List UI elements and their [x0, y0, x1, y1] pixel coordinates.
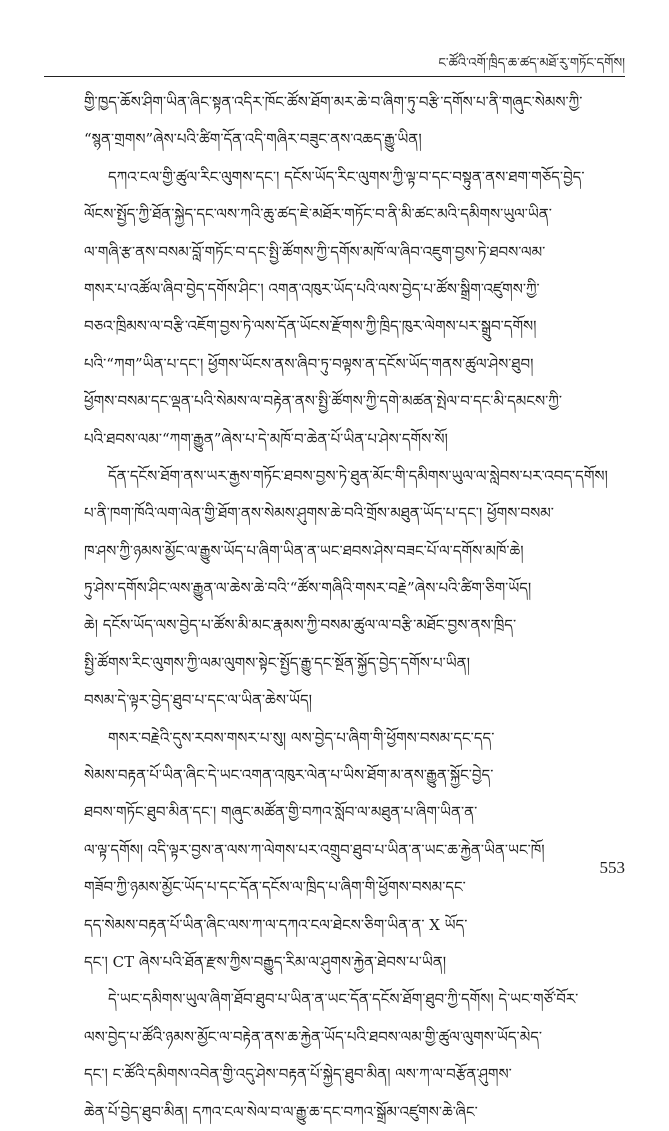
text-line: བསམ་དེ་ལྟར་བྱེད་ཐུབ་པ་དང་ལ་ཡིན་ཆེས་ཡོད།	[84, 691, 312, 710]
text-line: དཀའ་ངལ་གྱི་ཚུལ་རིང་ལུགས་དང་། དངོས་ཡོད་རིང་ལུགས་ཀྱི་ལྟ་བ་དང་བསྟུན་ནས་ཐག་གཅོད་བྱེད་	[108, 167, 585, 186]
text-line: གྱི་ཁྱད་ཆོས་ཤིག་ཡིན་ཞིང་སྟན་འདིར་ཁོང་ཚོས་ཐོག་མར་ཆེ་བ་ཞིག་ཏུ་བརྩི་དགོས་པ་ནི་གཞུང་སེམས་ཀྱི་	[84, 93, 583, 111]
text-line: ལ་ལྟ་དགོས། འདི་ལྟར་བྱས་ན་ལས་ཀ་ལེགས་པར་འགྲུབ་ཐུབ་པ་ཡིན་ན་ཡང་ཆ་རྐྱེན་ཡིན་ཡང་ཁོ།	[84, 840, 545, 859]
text-line: པ་ནི་ཁག་ཁོའི་ལག་ལེན་གྱི་ཐོག་ནས་སེམས་ཤུགས་ཆེ་བའི་གྲོས་མཐུན་ཡོད་པ་དང་། ཕྱོགས་བསམ་	[84, 504, 554, 523]
text-line: པའི་“ཀག”ཡིན་པ་དང་། ཕྱོགས་ཡོངས་ནས་ཞིབ་ཏུ་བལྟས་ན་དངོས་ཡོད་གནས་ཚུལ་ཤེས་ཐུབ།	[84, 354, 534, 373]
text-line: དང་། ང་ཚོའི་དམིགས་འབེན་གྱི་འདུ་ཤེས་བརྟན་པོ་སྐྱེད་ཐུབ་མིན། ལས་ཀ་ལ་བརྩོན་ཤུགས་	[84, 1065, 512, 1084]
text-line: ཐབས་གཏོང་ཐུབ་མིན་དང་། གཞུང་མཚོན་གྱི་བཀའ་སློབ་ལ་མཐུན་པ་ཞིག་ཡིན་ན་	[84, 803, 478, 822]
page-number: 553	[599, 858, 625, 877]
body-text	[84, 84, 625, 1131]
text-line: ལོངས་སྤྱོད་ཀྱི་ཐོན་སྐྱེད་དང་ལས་ཀའི་ཆུ་ཚད་ཇེ་མཐོར་གཏོང་བ་ནི་མི་ཚང་མའི་དམིགས་ཡུལ་ཡིན་	[84, 205, 552, 224]
text-line: དད་སེམས་བརྟན་པོ་ཡིན་ཞིང་ལས་ཀ་ལ་དཀའ་ངལ་ཐེངས་ཅིག་ཡིན་ན་ X ཡོད་	[84, 915, 468, 934]
text-line: གསར་པ་འཚོལ་ཞིབ་བྱེད་དགོས་ཤིང་། འགན་འཁུར་ཡོད་པའི་ལས་བྱེད་པ་ཚོས་སྒྲིག་འཛུགས་ཀྱི་	[84, 279, 540, 298]
text-line: སྤྱི་ཚོགས་རིང་ལུགས་ཀྱི་ལམ་ལུགས་སྟེང་སྤྱོད་རྒྱུ་དང་སྔོན་སྐྱོད་བྱེད་དགོས་པ་ཡིན།	[84, 653, 470, 672]
text-line: གསར་བརྗེའི་དུས་རབས་གསར་པ་སུ། ལས་བྱེད་པ་ཞིག་གི་ཕྱོགས་བསམ་དང་དད་	[108, 728, 495, 747]
text-line: བཅའ་ཁྲིམས་ལ་བརྩི་འཇོག་བྱས་ཏེ་ལས་དོན་ཡོངས་རྫོགས་ཀྱི་ཁྲིད་ཁུར་ལེགས་པར་སྒྲུབ་དགོས།	[84, 317, 537, 336]
text-line: སེམས་བརྟན་པོ་ཡིན་ཞིང་དེ་ཡང་འགན་འཁུར་ལེན་པ་ཡིས་ཐོག་མ་ནས་རྒྱུན་སྐྱོང་བྱེད་	[84, 766, 494, 785]
text-line: “སྙན་གྲགས”ཞེས་པའི་ཚིག་དོན་འདི་གཞིར་བཟུང་ནས་འཆད་རྒྱུ་ཡིན།	[84, 130, 422, 149]
text-line: ཆེན་པོ་བྱེད་ཐུབ་མིན། དཀའ་ངལ་སེལ་བ་ལ་རྒྱུ་ཆ་དང་བཀའ་སྒྲོམ་འཛུགས་ཆེ་ཞིང་	[84, 1102, 478, 1121]
header-rule	[44, 76, 625, 77]
text-line: ལས་བྱེད་པ་ཚོའི་ཉམས་མྱོང་ལ་བརྟེན་ནས་ཆ་རྐྱེན་ཡོད་པའི་ཐབས་ལམ་གྱི་ཚུལ་ལུགས་ཡོད་མེད་	[84, 1027, 543, 1046]
text-line: ཏུ་ཤེས་དགོས་ཤིང་ལས་རྒྱུན་ལ་ཆེས་ཆེ་བའི་“ཚོས་གཞིའི་གསར་བརྗེ”ཞེས་པའི་ཚིག་ཅིག་ཡོད།	[84, 579, 532, 598]
text-line: ལ་གཞི་རྩ་ནས་བསམ་བློ་གཏོང་བ་དང་སྤྱི་ཚོགས་ཀྱི་དགོས་མཁོ་ལ་ཞིབ་འཇུག་བྱས་ཏེ་ཐབས་ལམ་	[84, 242, 546, 261]
text-line: ཆེ། དངོས་ཡོད་ལས་བྱེད་པ་ཚོས་མི་མང་རྣམས་ཀྱི་བསམ་ཚུལ་ལ་བརྩི་མཐོང་བྱས་ནས་ཁྲིད་	[84, 616, 517, 635]
text-line: ཕྱོགས་བསམ་དང་ལྡན་པའི་སེམས་ལ་བརྟེན་ནས་སྤྱི་ཚོགས་ཀྱི་དགེ་མཚན་སྤེལ་བ་དང་མི་དམངས་ཀྱི་	[84, 392, 562, 411]
text-line: ཁ་ཤས་ཀྱི་ཉམས་མྱོང་ལ་རྒྱུས་ཡོད་པ་ཞིག་ཡིན་ན་ཡང་ཐབས་ཤེས་བཟང་པོ་ལ་དགོས་མཁོ་ཆེ།	[84, 541, 524, 560]
text-line: དོན་དངོས་ཐོག་ནས་ཡར་རྒྱས་གཏོང་ཐབས་བྱས་ཏེ་ཐུན་མོང་གི་དམིགས་ཡུལ་ལ་སླེབས་པར་འབད་དགོས།	[108, 466, 608, 485]
running-header: ང་ཚོའི་འགོ་ཁྲིད་ཆ་ཚད་མཐོ་རུ་གཏོང་དགོས།	[438, 56, 625, 71]
text-line: གཟོབ་ཀྱི་ཉམས་མྱོང་ཡོད་པ་དང་དོན་དངོས་ལ་ཁྲིད་པ་ཞིག་གི་ཕྱོགས་བསམ་དང་	[84, 878, 466, 897]
text-line: དེ་ཡང་དམིགས་ཡུལ་ཞིག་ཐོབ་ཐུབ་པ་ཡིན་ན་ཡང་དོན་དངོས་ཐོག་ཐུབ་ཀྱི་དགོས། དེ་ཡང་གཙོ་བོར་	[108, 990, 579, 1009]
text-line: དང་། CT ཞེས་པའི་ཐོན་རྫས་ཀྱིས་བརྒྱུད་རིམ་ལ་ཤུགས་རྐྱེན་ཐེབས་པ་ཡིན།	[84, 952, 447, 971]
text-line: པའི་ཐབས་ལམ་“ཀག་རྒྱུན”ཞེས་པ་དེ་མཁོ་བ་ཆེན་པོ་ཡིན་པ་ཤེས་དགོས་སོ།	[84, 429, 448, 448]
